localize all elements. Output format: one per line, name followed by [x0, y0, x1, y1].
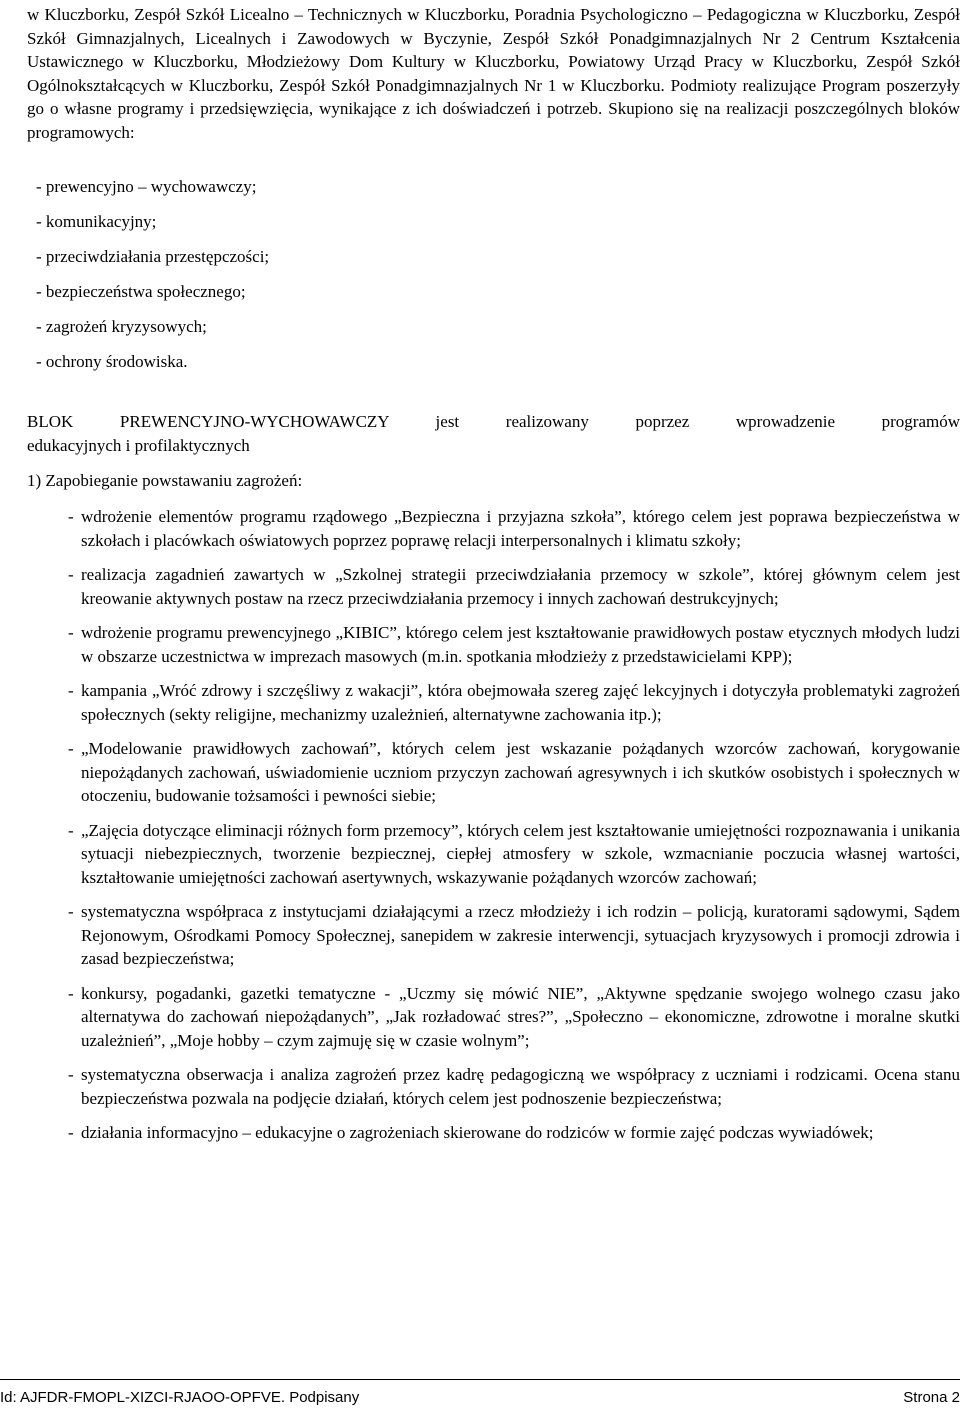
list-item-text: konkursy, pogadanki, gazetki tematyczne - „Uczmy się mówić NIE”, „Aktywne spędzanie swojego wolnego czasu jako alternatywa do zachowań niepożądanych”, „Jak rozładować stres?”, „Społeczno – ekonomiczne, zdrowotne i moralne skutki uzależnień”, „Moje hobby – czym zajmuję się w czasie wolnym”; — [81, 983, 960, 1050]
list-item-text: kampania „Wróć zdrowy i szczęśliwy z wakacji”, która obejmowała szereg zajęć lekcyjnych i dotyczyła problematyki zagrożeń społecznych (sekty religijne, mechanizmy uzależnień, alternatywne zachowania itp.); — [81, 681, 960, 724]
page-footer — [0, 1387, 960, 1409]
list-item — [68, 679, 960, 726]
list-item — [68, 819, 960, 890]
document-id: Id: AJFDR-FMOPL-XIZCI-RJAOO-OPFVE. Podpisany — [0, 1389, 360, 1406]
list-item — [68, 982, 960, 1053]
blok-prewencyjno-intro — [27, 410, 960, 457]
list-item-text: systematyczna współpraca z instytucjami działającymi a rzecz młodzieży i ich rodzin – policją, kuratorami sądowymi, Sądem Rejonowym, Ośrodkami Pomocy Społecznej, sanepidem w zakresie interwencji, sytuacjach kryzysowych i promocji zdrowia i zasad bezpieczeństwa; — [81, 902, 960, 968]
list-item-dash: - — [68, 902, 74, 921]
list-item-dash: - — [68, 739, 74, 758]
list-item-text: realizacja zagadnień zawartych w „Szkolnej strategii przeciwdziałania przemocy w szkole”, której głównym celem jest kreowanie aktywnych postaw na rzecz przeciwdziałania przemocy i innych zachowań destrukcyjnych; — [81, 565, 960, 608]
blok-intro-line-1: BLOK PREWENCYJNO-WYCHOWAWCZY jest realizowany poprzez wprowadzenie programów — [27, 412, 960, 431]
list-item — [68, 737, 960, 808]
list-item-text: „Zajęcia dotyczące eliminacji różnych form przemocy”, których celem jest kształtowanie umiejętności rozpoznawania i unikania sytuacji niebezpiecznych, tworzenie bezpiecznej, ciepłej atmosfery w szkole, wzmacnianie poczucia własnej wartości, kształtowanie umiejętności zachowań asertywnych, wskazywanie pożądanych wzorców zachowań; — [81, 820, 960, 887]
intro-paragraph-block — [27, 3, 960, 144]
program-block-item: - prewencyjno – wychowawczy; — [36, 177, 257, 196]
list-item-text: wdrożenie elementów programu rządowego „Bezpieczna i przyjazna szkoła”, którego celem jest poprawa bezpieczeństwa w szkołach i placówkach oświatowych poprzez poprawę relacji interpersonalnych i klimatu szkoły; — [81, 507, 960, 550]
list-item — [68, 505, 960, 552]
section-heading: 1) Zapobieganie powstawaniu zagrożeń: — [27, 471, 303, 490]
list-item — [68, 621, 960, 668]
program-block-item: - komunikacyjny; — [36, 212, 157, 231]
blok-intro-line-2: edukacyjnych i profilaktycznych — [27, 435, 250, 455]
list-item-dash: - — [68, 623, 74, 642]
list-item-text: systematyczna obserwacja i analiza zagrożeń przez kadrę pedagogiczną we współpracy z uczniami i rodzicami. Ocena stanu bezpieczeństwa pozwala na podjęcie działań, których celem jest podnoszenie bezpieczeństwa; — [81, 1065, 960, 1108]
program-block-item: - bezpieczeństwa społecznego; — [36, 282, 246, 301]
list-item-dash: - — [68, 820, 74, 840]
program-block-item: - przeciwdziałania przestępczości; — [36, 247, 270, 266]
list-item — [68, 1121, 960, 1145]
program-blocks-list — [36, 175, 936, 385]
list-item-dash: - — [68, 1123, 74, 1142]
list-item — [68, 900, 960, 971]
list-item-dash: - — [68, 1065, 74, 1084]
list-item — [68, 1063, 960, 1110]
list-item-dash: - — [68, 681, 74, 700]
program-block-item: - zagrożeń kryzysowych; — [36, 317, 207, 336]
program-block-item: - ochrony środowiska. — [36, 352, 188, 371]
list-item-dash: - — [68, 565, 74, 584]
list-item — [68, 563, 960, 610]
list-item-text: wdrożenie programu prewencyjnego „KIBIC”, którego celem jest kształtowanie prawidłowych postaw etycznych młodych ludzi w obszarze uczestnictwa w imprezach masowych (m.in. spotkania młodzieży z przedstawicielami KPP); — [81, 623, 960, 666]
list-item-text: działania informacyjno – edukacyjne o zagrożeniach skierowane do rodziców w formie zajęć podczas wywiadówek; — [81, 1123, 874, 1142]
prevention-items-list — [68, 505, 960, 1156]
page-number: Strona 2 — [903, 1389, 960, 1406]
list-item-dash: - — [68, 507, 74, 526]
footer-divider — [0, 1379, 960, 1380]
list-item-dash: - — [68, 983, 74, 1003]
intro-paragraph: w Kluczborku, Zespół Szkół Licealno – Technicznych w Kluczborku, Poradnia Psychologiczno – Pedagogiczna w Kluczborku, Zespół Szkół Gimnazjalnych, Licealnych i Zawodowych w Byczynie, Zespół Szkół Ponadgimnazjalnych Nr 2 Centrum Kształcenia Ustawicznego w Kluczborku, Młodzieżowy Dom Kultury w Kluczborku, Powiatowy Urząd Pracy w Kluczborku, Zespół Szkół Ogólnokształcących w Kluczborku, Zespół Szkół Ponadgimnazjalnych Nr 1 w Kluczborku. Podmioty realizujące Program poszerzyły go o własne programy i przedsięwzięcia, wynikające z ich doświadczeń i potrzeb. Skupiono się na realizacji poszczególnych bloków programowych: — [27, 5, 960, 142]
list-item-text: „Modelowanie prawidłowych zachowań”, których celem jest wskazanie pożądanych wzorców zachowań, korygowanie niepożądanych zachowań, uświadomienie uczniom przyczyn zachowań agresywnych i ich skutków osobistych i społecznych w otoczeniu, budowanie tożsamości i pewności siebie; — [81, 739, 960, 805]
